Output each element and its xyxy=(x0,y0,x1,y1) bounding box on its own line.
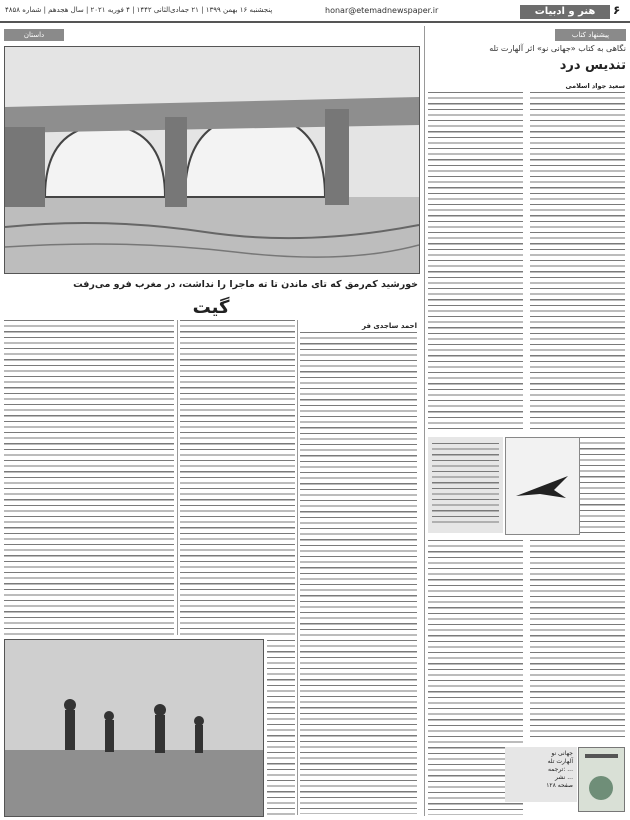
section-title: هنر و ادبیات xyxy=(520,5,610,19)
review-text-col-1b xyxy=(580,437,625,533)
story-text-col-2 xyxy=(180,320,295,635)
story-text-col-1 xyxy=(300,332,417,814)
section-email[interactable]: honar@etemadnewspaper.ir xyxy=(325,6,439,15)
review-text-col-1a xyxy=(530,92,625,432)
story-text-col-3 xyxy=(4,320,174,635)
book-info-box xyxy=(505,747,577,802)
story-author: احمد ساجدی فر xyxy=(361,322,417,330)
book-info-item: ترجمه: ... xyxy=(547,766,573,773)
book-info-item: نشر ... xyxy=(555,774,573,781)
dateline: پنجشنبه ۱۶ بهمن ۱۳۹۹ | ۲۱ جمادی‌الثانی ۱۴۴۲ | ۴ فوریه ۲۰۲۱ | سال هجدهم | شماره ۴۸۵۸ xyxy=(5,6,273,14)
review-text-col-1c xyxy=(530,540,625,740)
story-tag: داستان xyxy=(4,29,64,41)
story-col-divider xyxy=(177,320,178,635)
book-review-tag: پیشنهاد کتاب xyxy=(555,29,626,41)
story-text-col-2b xyxy=(267,640,295,815)
photo-caption: خورشید کم‌رمق که تای ماندن تا ته ماجرا را نداشت، در مغرب فرو می‌رفت xyxy=(73,279,418,290)
bird-illustration xyxy=(505,437,580,535)
book-info-item: آلهارت تله xyxy=(547,758,573,765)
column-divider xyxy=(424,26,425,816)
book-info-item: جهانی نو xyxy=(551,750,573,757)
review-author: سعید جواد اسلامی xyxy=(565,82,625,90)
soldiers-photo xyxy=(4,639,264,817)
book-cover-image xyxy=(578,747,625,812)
review-super-title: نگاهی به کتاب «جهانی نو» اثر آلهارت تله xyxy=(489,44,626,53)
header-rule xyxy=(0,21,630,23)
story-col-divider xyxy=(297,320,298,815)
bridge-illustration xyxy=(4,46,420,274)
page-number: ۶ xyxy=(613,3,621,17)
story-headline: گیت xyxy=(192,297,230,318)
pull-quote-box xyxy=(428,437,503,533)
review-text-col-2a xyxy=(428,92,523,432)
review-title: تندیس درد xyxy=(559,58,626,73)
book-info-item: ۱۲۸ صفحه xyxy=(546,782,573,789)
